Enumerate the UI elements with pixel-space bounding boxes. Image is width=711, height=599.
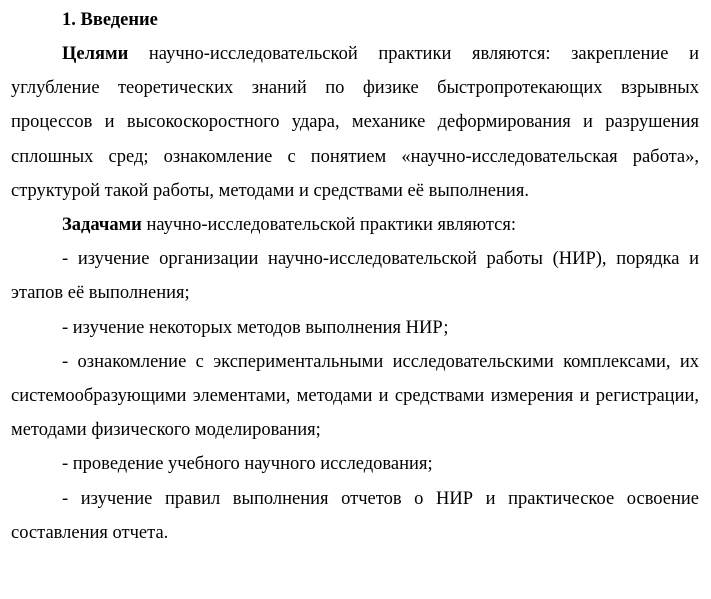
task-item: - изучение некоторых методов выполнения НИР;: [62, 317, 449, 338]
goals-paragraph: [11, 37, 699, 208]
tasks-lead-term: Задачами: [62, 215, 142, 236]
task-item: - проведение учебного научного исследования;: [62, 454, 433, 475]
section-heading: 1. Введение: [62, 10, 158, 30]
task-item: - изучение правил выполнения отчетов о НИР и практическое освоение составления отчета.: [11, 488, 699, 543]
tasks-intro-paragraph: [11, 208, 699, 242]
goals-text: научно-исследовательской практики являются: закрепление и углубление теоретических знаний по физике быстропротекающих взрывных процессов и высокоскоростного удара, механике деформирования и разрушения сплошных сред; ознакомление с понятием «научно-исследовательская работа», структурой такой работы, методами и средствами её выполнения.: [11, 44, 699, 201]
tasks-intro-text: научно-исследовательской практики являются:: [141, 215, 516, 236]
task-item: - ознакомление с экспериментальными исследовательскими комплексами, их системообразующими элементами, методами и средствами измерения и регистрации, методами физического моделирования;: [11, 351, 699, 441]
goals-lead-term: Целями: [62, 44, 129, 64]
task-item: - изучение организации научно-исследовательской работы (НИР), порядка и этапов её выполнения;: [11, 249, 699, 304]
